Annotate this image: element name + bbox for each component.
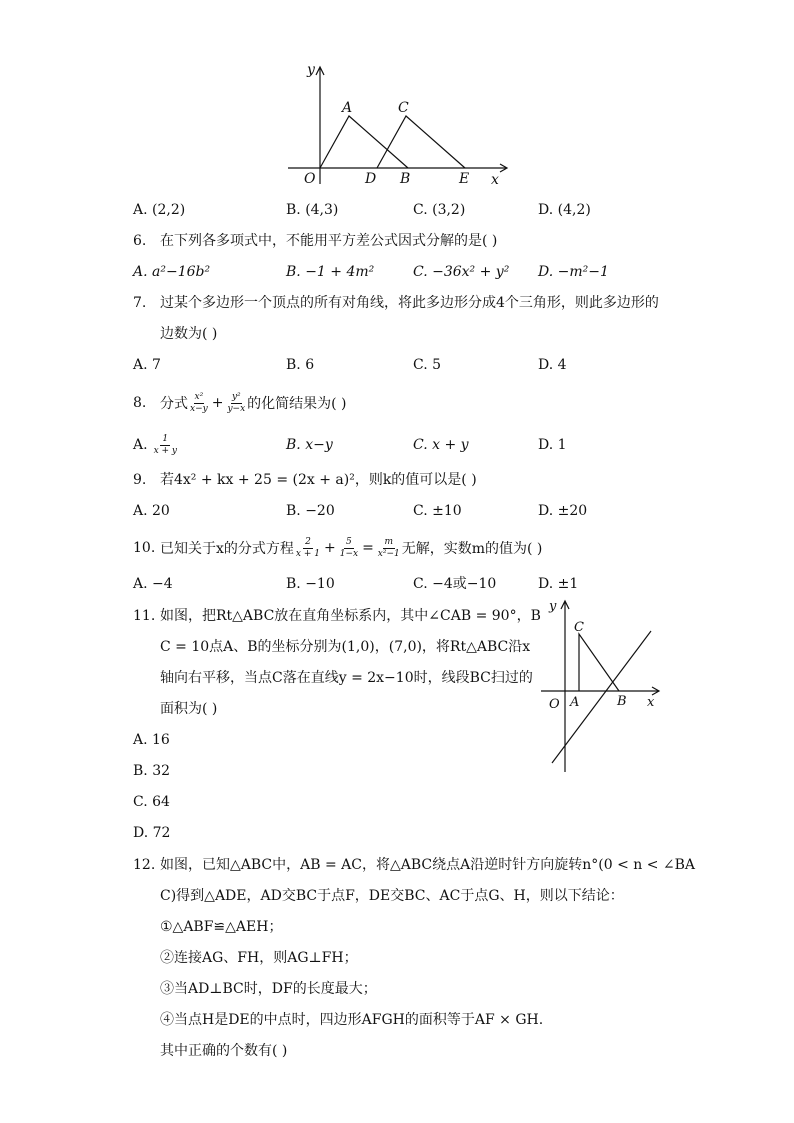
q5-option-b: B. (4,3) xyxy=(286,202,339,218)
q7-option-c: C. 5 xyxy=(413,357,442,373)
q9-text: 若4x² + kx + 25 = (2x + a)²，则k的值可以是( ) xyxy=(160,472,477,488)
q11-text-line2: C = 10点A、B的坐标分别为(1,0)，(7,0)，将Rt△ABC沿x xyxy=(160,639,531,655)
triangle-dce xyxy=(377,116,465,168)
q10-frac1-numerator: 2 xyxy=(305,536,311,547)
label-b: B xyxy=(400,171,411,187)
triangle-oab xyxy=(320,116,408,168)
q11-text-line1: 如图，把Rt△ABC放在直角坐标系内，其中∠CAB = 90°，B xyxy=(160,608,541,624)
q8-stem xyxy=(160,386,347,420)
q8-fraction-1 xyxy=(190,392,208,415)
q7-option-a: A. 7 xyxy=(133,357,161,373)
q6-text: 在下列各多项式中，不能用平方差公式因式分解的是( ) xyxy=(160,233,498,249)
q11-label-x: x xyxy=(647,695,655,710)
q12-text-line1: 如图，已知△ABC中，AB = AC，将△ABC绕点A沿逆时针方向旋转n°(0 < n < ∠BA xyxy=(160,857,696,873)
q7-text-line2: 边数为( ) xyxy=(160,326,218,342)
figure-triangles-on-axis xyxy=(280,56,520,192)
q9-option-c: C. ±10 xyxy=(413,503,462,519)
q10-prefix: 已知关于x的分式方程 xyxy=(160,541,294,557)
q11-option-b: B. 32 xyxy=(133,763,171,779)
q8-option-b: B. x−y xyxy=(286,437,333,453)
q10-equals-sign: = xyxy=(362,540,374,556)
q7-text: 过某个多边形一个顶点的所有对角线，将此多边形分成4个三角形，则此多边形的 xyxy=(160,295,659,311)
q6-option-b: B. −1 + 4m² xyxy=(286,264,375,280)
q12-statement-2: ②连接AG、FH，则AG⊥FH； xyxy=(160,950,358,966)
q10-fraction-2 xyxy=(340,537,358,560)
q11-label-y: y xyxy=(549,599,557,614)
q10-fraction-1 xyxy=(296,537,320,560)
q11-option-d: D. 72 xyxy=(133,825,171,841)
q10-frac2-denominator: 1−x xyxy=(339,548,359,559)
q12-statement-1: ①△ABF≌△AEH； xyxy=(160,919,283,935)
q11-line-y-2x-10 xyxy=(552,631,651,763)
q6-option-c: C. −36x² + y² xyxy=(413,264,510,280)
q5-option-c: C. (3,2) xyxy=(413,202,466,218)
q10-frac3-denominator: x²−1 xyxy=(377,548,400,559)
q12-text-line2: C)得到△ADE，AD交BC于点F，DE交BC、AC于点G、H，则以下结论： xyxy=(160,888,624,904)
q10-frac2-numerator: 5 xyxy=(346,536,352,547)
label-y: y xyxy=(307,62,315,78)
q11-text-line3: 轴向右平移，当点C落在直线y = 2x−10时，线段BC扫过的 xyxy=(160,670,533,686)
q10-suffix: 无解，实数m的值为( ) xyxy=(401,541,543,557)
q5-option-d: D. (4,2) xyxy=(538,202,591,218)
q7-option-d: D. 4 xyxy=(538,357,567,373)
q11-label-b: B xyxy=(617,694,627,709)
q10-frac1-denominator: x + 1 xyxy=(295,548,320,559)
q8-prefix: 分式 xyxy=(160,396,188,412)
q8-frac1-denominator: x−y xyxy=(190,403,208,414)
q10-option-c: C. −4或−10 xyxy=(413,576,497,592)
q5-option-a: A. (2,2) xyxy=(133,202,186,218)
q6-option-d: D. −m²−1 xyxy=(538,264,609,280)
q11-text-line4: 面积为( ) xyxy=(160,701,218,717)
q8-frac2-numerator: y² xyxy=(231,391,241,402)
q10-frac3-numerator: m xyxy=(384,536,394,547)
q8-number: 8. xyxy=(133,395,147,411)
q8-option-c: C. x + y xyxy=(413,437,469,453)
q11-number: 11. xyxy=(133,608,156,624)
label-a: A xyxy=(342,100,353,116)
q8-frac2-denominator: y−x xyxy=(227,403,246,414)
q10-fraction-3 xyxy=(378,537,400,560)
q9-number: 9. xyxy=(133,472,147,488)
q8-fraction-2 xyxy=(227,392,245,415)
q9-option-b: B. −20 xyxy=(286,503,335,519)
q11-option-c: C. 64 xyxy=(133,794,170,810)
label-d: D xyxy=(365,171,377,187)
q8-option-a-numerator: 1 xyxy=(162,433,169,444)
q8-option-a-fraction xyxy=(154,434,177,457)
q8-plus-sign: + xyxy=(211,395,224,411)
label-o: O xyxy=(304,171,316,187)
q10-option-b: B. −10 xyxy=(286,576,335,592)
label-x: x xyxy=(491,172,499,188)
q10-stem xyxy=(160,531,542,565)
q10-option-d: D. ±1 xyxy=(538,576,579,592)
q8-option-a xyxy=(133,430,177,460)
q11-label-c: C xyxy=(574,620,584,635)
label-c: C xyxy=(398,100,409,116)
q12-statement-4: ④当点H是DE的中点时，四边形AFGH的面积等于AF × GH. xyxy=(160,1012,544,1028)
q9-option-d: D. ±20 xyxy=(538,503,588,519)
q12-number: 12. xyxy=(133,857,156,873)
q8-option-d: D. 1 xyxy=(538,437,567,453)
q7-number: 7. xyxy=(133,295,147,311)
q10-plus-sign: + xyxy=(323,540,336,556)
q11-option-a: A. 16 xyxy=(133,732,170,748)
q11-label-a: A xyxy=(570,695,580,710)
q10-number: 10. xyxy=(133,540,156,556)
q11-label-o: O xyxy=(549,697,560,712)
q7-option-b: B. 6 xyxy=(286,357,315,373)
figure-q11-triangle-line xyxy=(535,596,665,776)
label-e: E xyxy=(459,171,470,187)
q12-statement-3: ③当AD⊥BC时，DF的长度最大； xyxy=(160,981,377,997)
q8-option-a-denominator: x + y xyxy=(153,445,177,456)
q8-option-a-label: A. xyxy=(133,437,148,453)
q10-option-a: A. −4 xyxy=(133,576,173,592)
q12-question: 其中正确的个数有( ) xyxy=(160,1043,288,1059)
q8-frac1-numerator: x² xyxy=(194,391,204,402)
q6-option-a: A. a²−16b² xyxy=(133,264,211,280)
q9-option-a: A. 20 xyxy=(133,503,170,519)
q6-number: 6. xyxy=(133,233,147,249)
q8-suffix: 的化简结果为( ) xyxy=(247,396,347,412)
